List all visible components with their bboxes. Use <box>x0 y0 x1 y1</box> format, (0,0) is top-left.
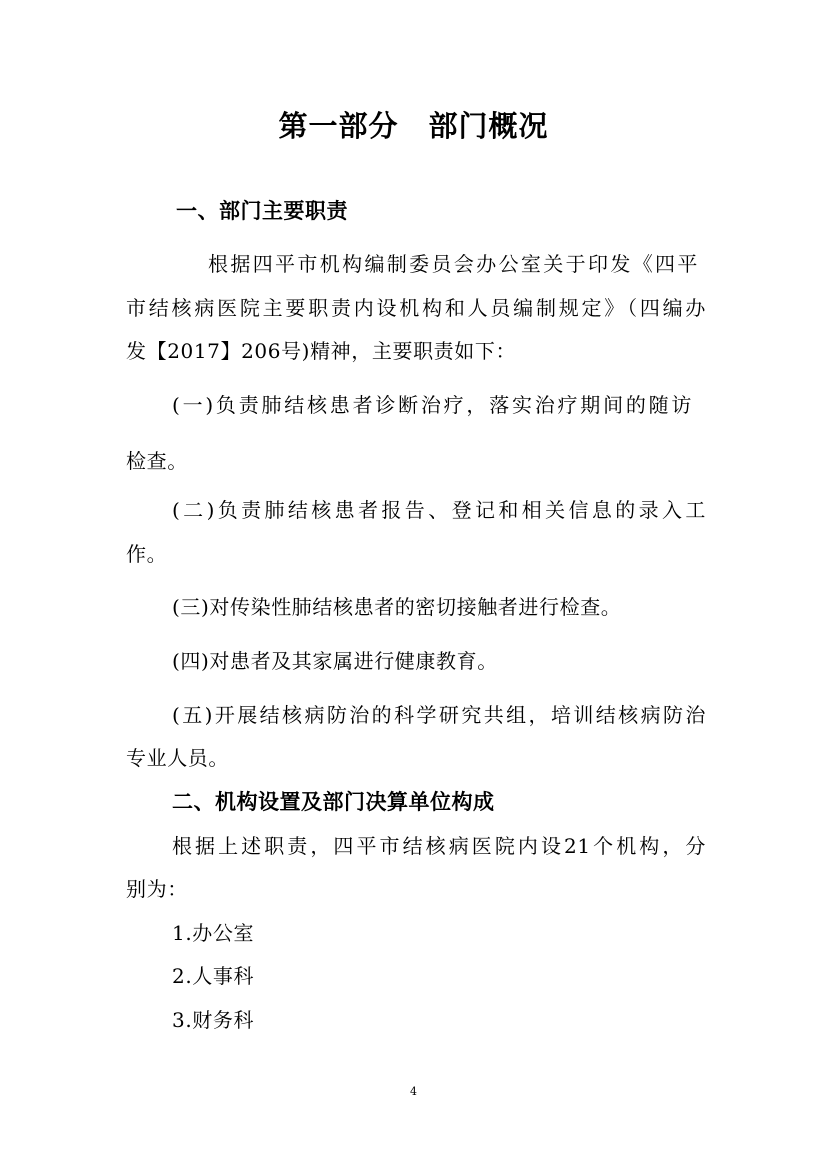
duty-item-3: (三)对传染性肺结核患者的密切接触者进行检查。 <box>172 595 622 619</box>
paragraph-line: 发【2017】206号)精神，主要职责如下： <box>126 339 517 363</box>
paragraph-line: 别为： <box>126 877 188 901</box>
duty-item-4: (四)对患者及其家属进行健康教育。 <box>172 649 498 673</box>
org-list-item: 2.人事科 <box>172 964 255 988</box>
duty-item-2-continued: 作。 <box>126 542 168 566</box>
org-list-item: 3.财务科 <box>172 1008 255 1032</box>
duty-item-1: (一)负责肺结核患者诊断治疗，落实治疗期间的随访 <box>172 393 692 417</box>
duty-item-1-continued: 检查。 <box>126 449 188 473</box>
paragraph-line: 根据上述职责，四平市结核病医院内设21个机构，分 <box>172 834 706 858</box>
page-number: 4 <box>410 1085 417 1098</box>
paragraph-line: 市结核病医院主要职责内设机构和人员编制规定》（四编办 <box>126 296 706 320</box>
section-heading-structure: 二、机构设置及部门决算单位构成 <box>172 790 495 814</box>
duty-item-5: (五)开展结核病防治的科学研究共组，培训结核病防治 <box>172 703 706 727</box>
duty-item-2: (二)负责肺结核患者报告、登记和相关信息的录入工 <box>172 498 706 522</box>
duty-item-5-continued: 专业人员。 <box>126 746 229 770</box>
org-list-item: 1.办公室 <box>172 921 255 945</box>
paragraph-line: 根据四平市机构编制委员会办公室关于印发《四平 <box>208 252 698 276</box>
section-heading-duties: 一、部门主要职责 <box>176 199 348 223</box>
page-title: 第一部分 部门概况 <box>278 109 549 143</box>
